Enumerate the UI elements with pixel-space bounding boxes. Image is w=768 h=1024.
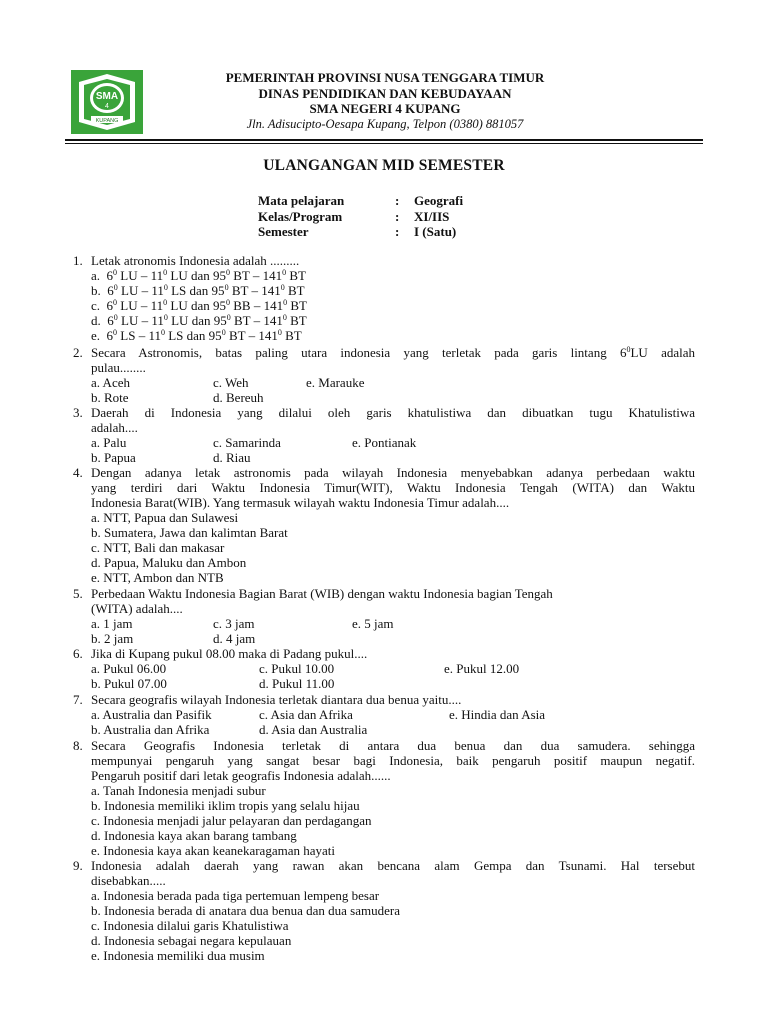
- question-text: Jika di Kupang pukul 08.00 maka di Padang pukul....: [91, 646, 368, 661]
- school-logo: [71, 70, 143, 134]
- option: b. $6^0$ LU – $11^0$ LS dan $95^0$ BT – $141^0$ BT: [91, 283, 305, 298]
- option: b. Australia dan Afrika: [91, 722, 210, 737]
- option: a. Palu: [91, 435, 127, 450]
- info-colon: :: [395, 208, 400, 224]
- svg-text:4: 4: [105, 103, 109, 110]
- option: b. Rote: [91, 390, 129, 405]
- option: c. Indonesia dilalui garis Khatulistiwa: [91, 918, 289, 933]
- option: c. $6^0$ LU – $11^0$ LU dan $95^0$ BB – $141^0$ BT: [91, 298, 307, 313]
- option: b. Papua: [91, 450, 136, 465]
- question-text: (WITA) adalah....: [91, 601, 183, 616]
- option: b. Pukul 07.00: [91, 676, 167, 691]
- info-key: Kelas/Program: [258, 208, 343, 224]
- info-key: Semester: [258, 224, 309, 239]
- option: d. Riau: [213, 450, 251, 465]
- option: a. Indonesia berada pada tiga pertemuan lempeng besar: [91, 888, 380, 903]
- question-text: yang terdiri dari Waktu Indonesia Timur(WIT), Waktu Indonesia Tengah (WITA) dan Waktu: [91, 480, 695, 495]
- header-rule-thin: [65, 143, 703, 144]
- option: c. Pukul 10.00: [259, 661, 335, 676]
- question-number: 6.: [73, 646, 83, 661]
- header-rule: [65, 139, 703, 141]
- question-number: 9.: [73, 858, 83, 873]
- question-number: 7.: [73, 692, 83, 707]
- letterhead: [175, 70, 595, 132]
- option: d. Indonesia sebagai negara kepulauan: [91, 933, 292, 948]
- option: d. Pukul 11.00: [259, 676, 335, 691]
- option: d. 4 jam: [213, 631, 256, 646]
- info-key: Mata pelajaran: [258, 193, 345, 208]
- option: d. Bereuh: [213, 390, 264, 405]
- option: e. Indonesia kaya akan keanekaragaman hayati: [91, 843, 335, 858]
- option: d. Papua, Maluku dan Ambon: [91, 555, 247, 570]
- school-name: SMA NEGERI 4 KUPANG: [309, 101, 461, 116]
- option: e. Marauke: [306, 375, 365, 390]
- question-text: Perbedaan Waktu Indonesia Bagian Barat (WIB) dengan waktu Indonesia bagian Tengah: [91, 586, 553, 601]
- question-text: pulau........: [91, 360, 146, 375]
- svg-text:SMA: SMA: [95, 91, 119, 102]
- question-text: adalah....: [91, 420, 138, 435]
- option: a. Australia dan Pasifik: [91, 707, 212, 722]
- option: c. Samarinda: [213, 435, 281, 450]
- question-text: Secara geografis wilayah Indonesia terletak diantara dua benua yaitu....: [91, 692, 462, 707]
- option: b. 2 jam: [91, 631, 134, 646]
- school-address: Jln. Adisucipto-Oesapa Kupang, Telpon (0380) 881057: [246, 116, 524, 131]
- option: c. Weh: [213, 375, 249, 390]
- exam-title: ULANGANGAN MID SEMESTER: [263, 157, 505, 174]
- option: e. 5 jam: [352, 616, 394, 631]
- info-value: XI/IIS: [414, 208, 450, 224]
- question-text: Letak atronomis Indonesia adalah .........: [91, 253, 300, 268]
- info-colon: :: [395, 224, 400, 239]
- question-text: Dengan adanya letak astronomis pada wilayah Indonesia menyebabkan adanya perbedaan waktu: [91, 465, 695, 480]
- svg-text:KUPANG: KUPANG: [95, 118, 119, 124]
- info-row-subject: [258, 193, 463, 209]
- dept-name: DINAS PENDIDIKAN DAN KEBUDAYAAN: [258, 85, 512, 101]
- option: b. Indonesia berada di anatara dua benua dan dua samudera: [91, 903, 400, 918]
- exam-info: [258, 193, 463, 240]
- option: b. Indonesia memiliki iklim tropis yang selalu hijau: [91, 798, 360, 813]
- question-text: Secara Astronomis, batas paling utara indonesia yang terletak pada garis lintang $6^0LU$ adalah: [91, 345, 695, 360]
- info-row-semester: [258, 224, 463, 240]
- option: a. 1 jam: [91, 616, 133, 631]
- question-number: 1.: [73, 253, 83, 268]
- option: c. NTT, Bali dan makasar: [91, 540, 225, 555]
- option: e. Hindia dan Asia: [449, 707, 546, 722]
- option: d. Indonesia kaya akan barang tambang: [91, 828, 297, 843]
- question-text: Daerah di Indonesia yang dilalui oleh garis khatulistiwa dan dibuatkan tugu Khatulistiwa: [91, 405, 695, 420]
- info-colon: :: [395, 193, 400, 208]
- question-number: 5.: [73, 586, 83, 601]
- option: e. Pontianak: [352, 435, 417, 450]
- gov-name: PEMERINTAH PROVINSI NUSA TENGGARA TIMUR: [225, 70, 545, 85]
- question-text: Secara Geografis Indonesia terletak di antara dua benua dan dua samudera. sehingga: [91, 738, 695, 753]
- info-row-class: [258, 209, 463, 225]
- option: e. Pukul 12.00: [444, 661, 520, 676]
- question-number: 2.: [73, 345, 83, 360]
- option: c. 3 jam: [213, 616, 255, 631]
- question-text: mempunyai pengaruh yang sangat besar bagi Indonesia, baik pengaruh positif maupun negatif.: [91, 753, 695, 768]
- option: a. Pukul 06.00: [91, 661, 167, 676]
- question-number: 4.: [73, 465, 83, 480]
- question-text: disebabkan.....: [91, 873, 166, 888]
- option: a. NTT, Papua dan Sulawesi: [91, 510, 239, 525]
- option: a. Aceh: [91, 375, 130, 390]
- question-text: Indonesia Barat(WIB). Yang termasuk wilayah waktu Indonesia Timur adalah....: [91, 495, 510, 510]
- option: a. Tanah Indonesia menjadi subur: [91, 783, 266, 798]
- option: a. $6^0$ LU – $11^0$ LU dan $95^0$ BT – $141^0$ BT: [91, 268, 307, 283]
- option: e. Indonesia memiliki dua musim: [91, 948, 265, 963]
- question-number: 8.: [73, 738, 83, 753]
- option: e. $6^0$ LS – $11^0$ LS dan $95^0$ BT – $141^0$ BT: [91, 328, 302, 343]
- question-text: Pengaruh positif dari letak geografis Indonesia adalah......: [91, 768, 391, 783]
- option: b. Sumatera, Jawa dan kalimtan Barat: [91, 525, 288, 540]
- option: c. Asia dan Afrika: [259, 707, 353, 722]
- option: d. Asia dan Australia: [259, 722, 368, 737]
- option: e. NTT, Ambon dan NTB: [91, 570, 224, 585]
- info-value: Geografi: [414, 193, 464, 208]
- option: d. $6^0$ LU – $11^0$ LU dan $95^0$ BT – $141^0$ BT: [91, 313, 307, 328]
- option: c. Indonesia menjadi jalur pelayaran dan perdagangan: [91, 813, 372, 828]
- info-value: I (Satu): [414, 224, 457, 239]
- question-number: 3.: [73, 405, 83, 420]
- question-text: Indonesia adalah daerah yang rawan akan bencana alam Gempa dan Tsunami. Hal tersebut: [91, 858, 695, 873]
